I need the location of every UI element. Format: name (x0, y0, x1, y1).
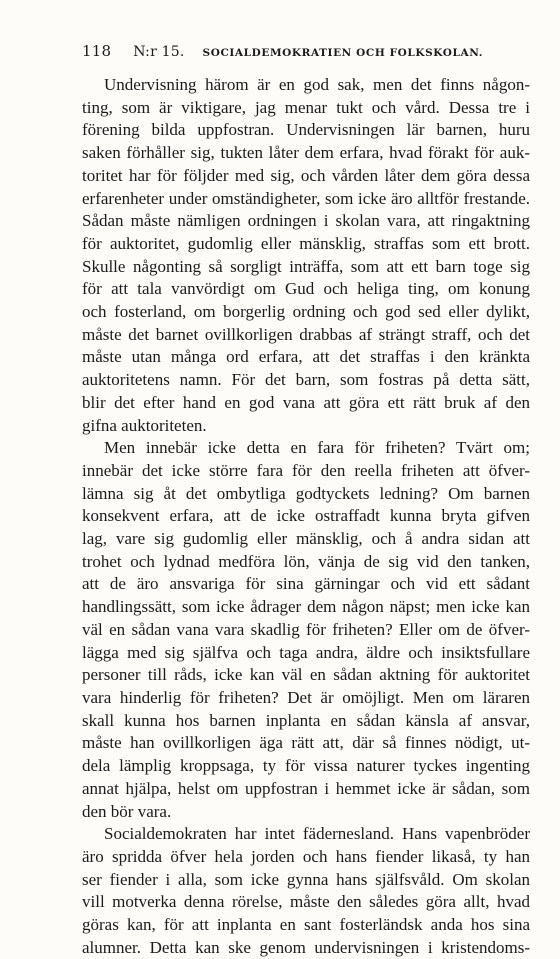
text-line: trohet och lydnad medföra lön, vänja de sig vid den tanken, (82, 551, 530, 571)
page-number: 118 (82, 42, 112, 60)
text-line: vill motverka denna rörelse, måste den således göra allt, hvad (82, 892, 530, 912)
text-line: blir det efter hand en god vana att göra ett rätt bruk af den (82, 392, 530, 412)
text-line: toritet har för följder med sig, och vården låter dem göra dessa (82, 165, 530, 185)
text-line: lämna sig åt det ombytliga godtyckets ledning? Om barnen (82, 483, 530, 503)
text-line: innebär det icke större fara för den reella friheten att öfver- (82, 460, 530, 480)
text-line: lägga med sig själfva och taga andra, äldre och insiktsfullare (82, 642, 530, 662)
text-line: måste utan många ord erfara, att det straffas i den kränkta (82, 347, 530, 367)
body-text (82, 74, 530, 959)
text-line: Skulle någonting så sorgligt inträffa, som att ett barn toge sig (82, 256, 530, 276)
text-line: måste han ovillkorligen äga rätt att, där så finnes nödigt, ut- (82, 733, 530, 753)
text-line: göras kan, för att inplanta en sant fosterländsk anda hos sina (82, 915, 530, 935)
text-line: för att tala vanvördigt om Gud och heliga ting, om konung (82, 279, 530, 299)
text-line: vara hinderlig för friheten? Det är omöjligt. Men om läraren (82, 687, 530, 707)
text-line: för auktoritet, gudomlig eller mänsklig, straffas som ett brott. (82, 233, 530, 253)
text-line: lag, vare sig gudomlig eller mänsklig, och å andra sidan att (82, 529, 530, 549)
text-line: skall kunna hos barnen inplanta en sådan känsla af ansvar, (82, 710, 530, 730)
issue-number: N:r 15. (133, 44, 185, 60)
text-line: saken förhåller sig, tukten låter dem erfara, hvad förakt för auk- (82, 143, 530, 163)
text-line: Undervisning härom är en god sak, men det finns någon- (104, 75, 530, 94)
text-line: konsekvent erfara, att de icke ostraffadt kunna bryta gifven (82, 506, 530, 526)
text-line: handlingssätt, som icke ådrager dem någon näpst; men icke kan (82, 597, 530, 617)
text-line: dela lämplig kroppsaga, ty för vissa naturer tyckes ingenting (82, 756, 530, 776)
text-line: ting, som är viktigare, jag menar tukt och vård. Dessa tre i (82, 97, 530, 117)
text-line: måste det barnet ovillkorligen drabbas af strängt straff, och det (82, 324, 530, 344)
text-line: Sådan måste nämligen ordningen i skolan vara, att ringaktning (82, 211, 530, 231)
text-line: Socialdemokraten har intet fädernesland. Hans vapenbröder (104, 824, 530, 844)
text-line: erfarenheter under omständigheter, som icke äro alltför frestande. (82, 188, 530, 208)
text-line: den bör vara. (82, 801, 172, 821)
text-line: Men innebär icke detta en fara för friheten? Tvärt om; (104, 438, 530, 458)
journal-title: SOCIALDEMOKRATIEN OCH FOLKSKOLAN. (202, 47, 484, 59)
text-line: auktoritetens namn. För det barn, som fostras på detta sätt, (82, 370, 530, 390)
text-line: ser fiender i alla, som icke gynna hans själfsvåld. Om skolan (82, 869, 530, 889)
text-line: alumner. Detta kan ske genom undervisningen i kristendoms- (82, 937, 530, 957)
text-line: och fosterland, om borgerlig ordning och god sed eller dylikt, (82, 302, 530, 322)
text-line: väl en sådan vana vara skadlig för friheten? Eller om de öfver- (82, 619, 530, 639)
running-header (82, 42, 530, 60)
text-line: att de äro ansvariga för sina gärningar och vid ett sådant (82, 574, 530, 594)
text-line: förening bilda uppfostran. Undervisningen lär barnen, huru (82, 120, 530, 140)
text-line: äro spridda öfver hela jorden och hans fiender likaså, ty han (82, 846, 530, 866)
text-line: gifna auktoriteten. (82, 415, 207, 435)
text-line: annat hjälpa, helst om uppfostran i hemmet icke är sådan, som (82, 778, 530, 798)
text-line: personer till råds, icke kan väl en sådan aktning för auktoritet (82, 665, 530, 685)
